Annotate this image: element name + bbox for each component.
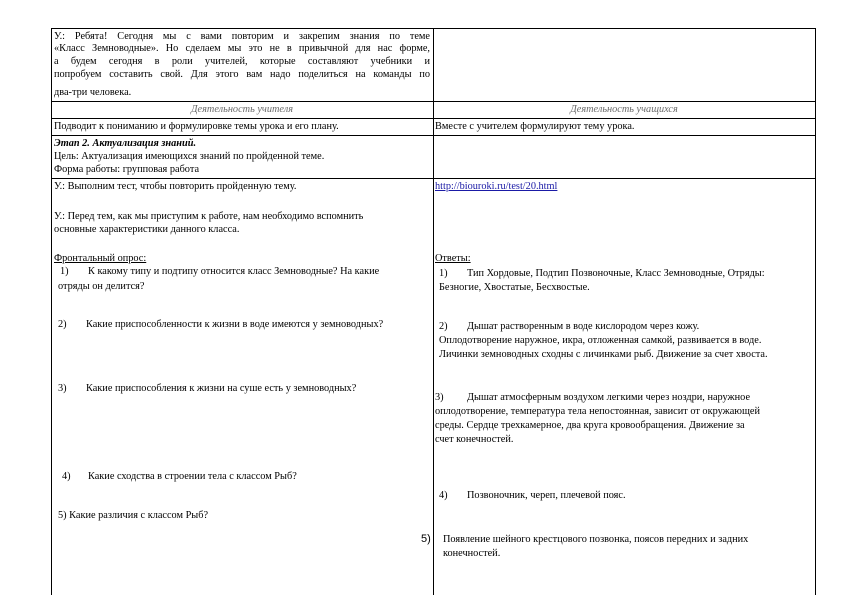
- answer-item: [439, 321, 699, 333]
- answer-number: 4): [439, 490, 448, 501]
- answer-text: Дышат растворенным в воде кислородом через кожу.: [467, 321, 700, 332]
- question-number: 4): [62, 471, 71, 482]
- question-text: К какому типу и подтипу относится класс Земноводные? На какие: [88, 266, 380, 277]
- row-divider: [51, 178, 816, 179]
- topic-teacher: Подводит к пониманию и формулировке темы урока и его плану.: [54, 121, 339, 132]
- row-divider: [51, 101, 816, 102]
- answer-text: Безногие, Хвостатые, Бесхвостые.: [439, 282, 590, 293]
- answer-number: 1): [439, 268, 448, 279]
- answer-text: среды. Сердце трехкамерное, два круга кровообращения. Движение за: [435, 420, 745, 431]
- answer-text: Появление шейного крестцового позвонка, поясов передних и задних: [443, 534, 749, 545]
- stage-title: Этап 2. Актуализация знаний.: [54, 138, 197, 149]
- recall-instruction: основные характеристики данного класса.: [54, 224, 240, 235]
- topic-students: Вместе с учителем формулируют тему урока.: [435, 121, 635, 132]
- header-teacher: Деятельность учителя: [190, 104, 293, 115]
- answer-text: Позвоночник, череп, плечевой пояс.: [467, 490, 626, 501]
- question-text: Какие приспособленности к жизни в воде имеются у земноводных?: [86, 319, 384, 330]
- answers-label: Ответы:: [435, 253, 471, 264]
- answer-text: оплодотворение, температура тела непостоянная, зависит от окружающей: [435, 406, 760, 417]
- intro-line: попробуем составить свой. Для этого вам надо поделиться на команды по: [54, 69, 430, 80]
- question-number: 2): [58, 319, 67, 330]
- answer-text: Тип Хордовые, Подтип Позвоночные, Класс Земноводные, Отряды:: [467, 268, 765, 279]
- question-number: 3): [58, 383, 67, 394]
- answer-number: 2): [439, 321, 448, 332]
- answer-number: 3): [435, 392, 444, 403]
- row-divider: [51, 135, 816, 136]
- question-item: [58, 319, 383, 331]
- test-link[interactable]: http://biouroki.ru/test/20.html: [435, 181, 558, 192]
- intro-line: У.: Ребята! Сегодня мы с вами повторим и закрепим знания по теме: [54, 31, 430, 42]
- header-students: Деятельность учащихся: [570, 104, 678, 115]
- test-instruction: У.: Выполним тест, чтобы повторить пройденную тему.: [54, 181, 297, 192]
- question-item: [58, 383, 356, 395]
- intro-line: а будем сегодня в роли учителей, которые составляют учебники и: [54, 56, 430, 67]
- row-divider: [51, 28, 816, 29]
- stage-form: Форма работы: групповая работа: [54, 164, 200, 175]
- question-text: отряды он делится?: [58, 281, 145, 292]
- row-divider: [51, 118, 816, 119]
- answer-text: Личинки земноводных сходны с личинками рыб. Движение за счет хвоста.: [439, 349, 768, 360]
- question-item: [60, 266, 379, 278]
- answer-item: [439, 268, 765, 280]
- question-text: Какие приспособления к жизни на суше есть у земноводных?: [86, 383, 357, 394]
- question-text: Какие сходства в строении тела с классом Рыб?: [88, 471, 297, 482]
- stage-goal: Цель: Актуализация имеющихся знаний по пройденной теме.: [54, 151, 325, 162]
- table-border-right: [815, 28, 816, 595]
- answer-item: [439, 490, 626, 502]
- answer-number: 5): [421, 533, 431, 545]
- survey-label: Фронтальный опрос:: [54, 253, 147, 264]
- answer-text: счет конечностей.: [435, 434, 514, 445]
- answer-text: Дышат атмосферным воздухом легкими через ноздри, наружное: [467, 392, 751, 403]
- answer-item: [435, 392, 750, 404]
- intro-line: «Класс Земноводные». Но сделаем мы это не в привычной для нас форме,: [54, 43, 430, 54]
- intro-line: два-три человека.: [54, 87, 132, 98]
- question-number: 1): [60, 266, 69, 277]
- question-text: 5) Какие различия с классом Рыб?: [58, 510, 209, 521]
- answer-text: конечностей.: [443, 548, 501, 559]
- recall-instruction: У.: Перед тем, как мы приступим к работе, нам необходимо вспомнить: [54, 211, 364, 222]
- question-item: [62, 471, 297, 483]
- answer-text: Оплодотворение наружное, икра, отложенная самкой, развивается в воде.: [439, 335, 762, 346]
